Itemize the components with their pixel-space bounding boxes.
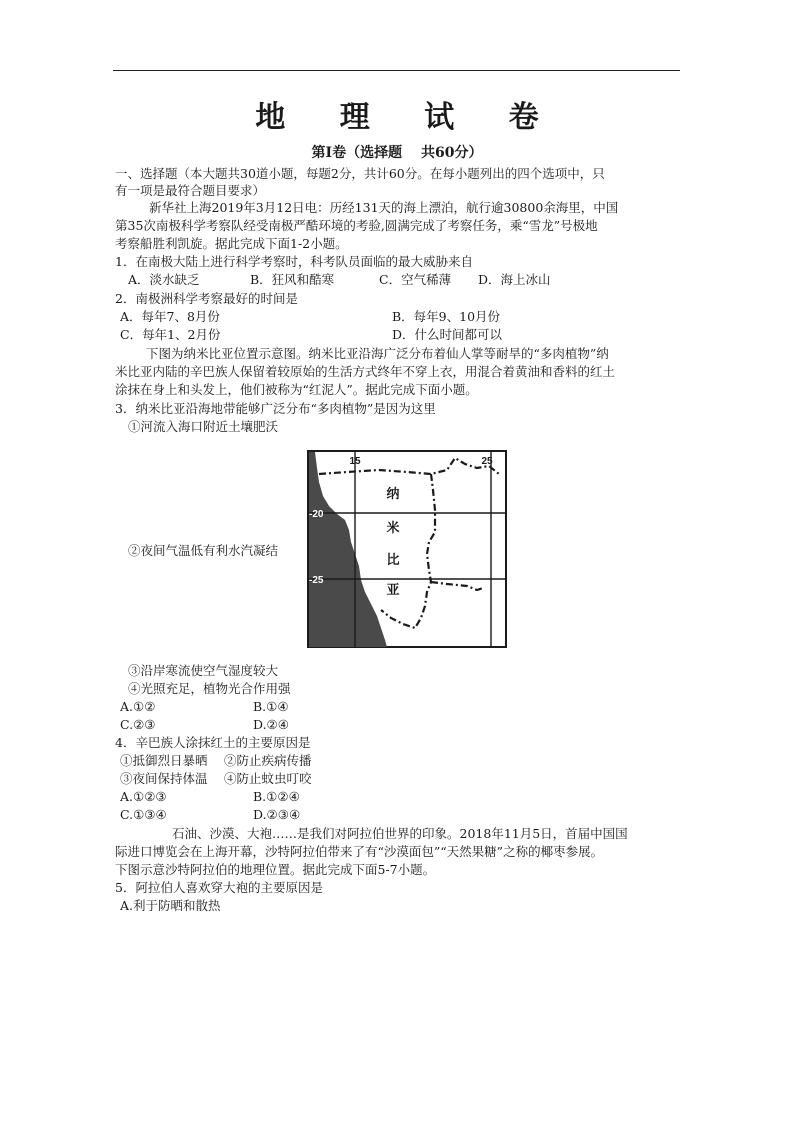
q3-option-c: C.②③ [120, 717, 156, 732]
q4-option-a: A.①②③ [120, 789, 167, 804]
passage3-line2: 际进口博览会在上海开幕，沙特阿拉伯带来了有“沙漠面包”“天然果糖”之称的椰枣参展。 [115, 844, 604, 859]
q5-stem: 5．阿拉伯人喜欢穿大袍的主要原因是 [115, 880, 323, 895]
passage3-line3: 下图示意沙特阿拉伯的地理位置。据此完成下面5-7小题。 [115, 862, 436, 877]
q1-option-b: B．狂风和酷寒 [250, 272, 335, 287]
q2-option-b: B．每年9、10月份 [392, 309, 501, 324]
page-title: 地 理 试 卷 [255, 100, 561, 135]
map-svg [307, 450, 507, 648]
q1-stem: 1．在南极大陆上进行科学考察时，科考队员面临的最大威胁来自 [115, 254, 473, 269]
passage2-line1: 下图为纳米比亚位置示意图。纳米比亚沿海广泛分布着仙人掌等耐旱的“多肉植物”纳 [146, 346, 609, 361]
lat-20-label: -20 [309, 509, 324, 520]
q4-statements-3-4: ③夜间保持体温 ④防止蚊虫叮咬 [120, 771, 312, 786]
passage2-line3: 涂抹在身上和头发上，他们被称为“红泥人”。据此完成下面小题。 [115, 382, 478, 397]
country-label-char-2: 米 [386, 521, 400, 536]
passage2-line2: 米比亚内陆的辛巴族人保留着较原始的生活方式终年不穿上衣，用混合着黄油和香料的红土 [115, 364, 616, 379]
q1-option-d: D．海上冰山 [478, 272, 551, 287]
q4-statements-1-2: ①抵御烈日暴晒 ②防止疾病传播 [120, 753, 312, 768]
passage1-line2: 第35次南极科学考察队经受南极严酷环境的考验,圆满完成了考察任务，乘“雪龙”号极地 [115, 218, 598, 233]
header-rule [113, 70, 680, 71]
q4-stem: 4．辛巴族人涂抹红土的主要原因是 [115, 735, 311, 750]
q2-stem: 2．南极洲科学考察最好的时间是 [115, 291, 298, 306]
q2-option-c: C．每年1、2月份 [120, 327, 221, 342]
q3-option-a: A.①② [120, 699, 156, 714]
section-subtitle: 第Ⅰ卷（选择题 共60分） [311, 145, 483, 161]
country-label-char-3: 比 [386, 553, 400, 568]
q3-option-d: D.②④ [253, 717, 289, 732]
q2-option-d: D．什么时间都可以 [392, 327, 503, 342]
q3-option-b: B.①④ [253, 699, 289, 714]
lon-25-label: 25 [481, 456, 493, 467]
q4-option-c: C.①③④ [120, 807, 167, 822]
lon-15-label: 15 [349, 456, 361, 467]
country-label-char-4: 亚 [386, 583, 400, 598]
q1-option-a: A．淡水缺乏 [128, 272, 200, 287]
q3-statement-2: ②夜间气温低有利水汽凝结 [128, 543, 279, 558]
q4-option-b: B.①②④ [253, 789, 300, 804]
q3-statement-1: ①河流入海口附近土壤肥沃 [128, 419, 279, 434]
passage3-line1: 石油、沙漠、大袍……是我们对阿拉伯世界的印象。2018年11月5日，首届中国国 [172, 826, 628, 841]
q3-stem: 3．纳米比亚沿海地带能够广泛分布“多肉植物”是因为这里 [115, 401, 436, 416]
namibia-location-map [307, 450, 507, 648]
passage1-line3: 考察船胜利凯旋。据此完成下面1-2小题。 [115, 236, 348, 251]
lat-25-label: -25 [309, 575, 324, 586]
q1-option-c: C．空气稀薄 [379, 272, 452, 287]
q2-option-a: A．每年7、8月份 [120, 309, 220, 324]
section-instructions-line2: 有一项是最符合题目要求） [115, 183, 266, 198]
passage1-line1: 新华社上海2019年3月12日电：历经131天的海上漂泊，航行逾30800余海里，中国 [149, 200, 619, 215]
section-instructions-line1: 一、选择题（本大题共30道小题，每题2分，共计60分。在每小题列出的四个选项中，只 [115, 166, 605, 181]
q3-statement-4: ④光照充足，植物光合作用强 [128, 681, 291, 696]
q4-option-d: D.②③④ [253, 807, 301, 822]
country-label-char-1: 纳 [386, 487, 400, 502]
q5-option-a: A.利于防晒和散热 [120, 898, 221, 913]
q3-statement-3: ③沿岸寒流使空气湿度较大 [128, 663, 279, 678]
